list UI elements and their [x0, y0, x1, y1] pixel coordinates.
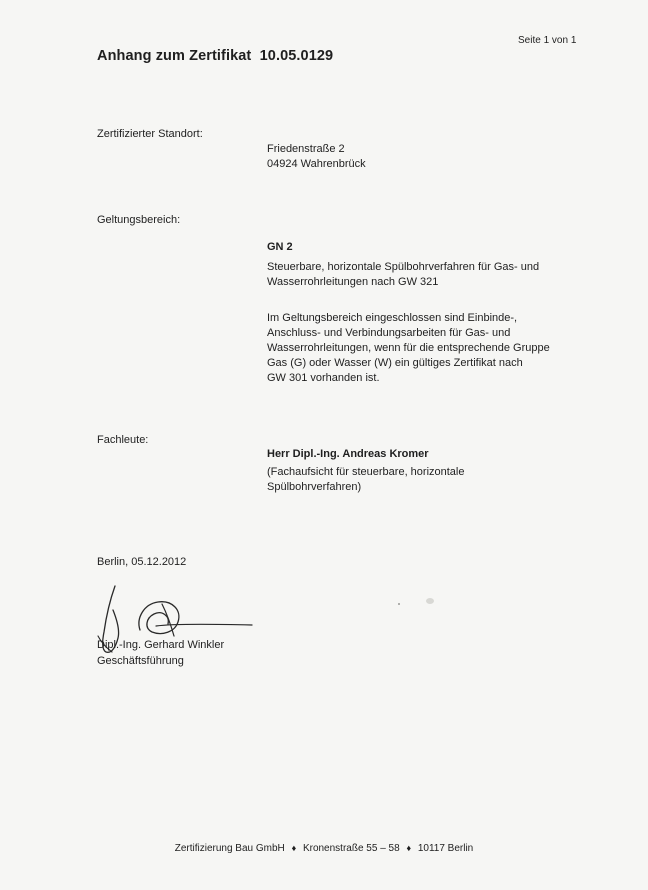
- scope-inclusion-line: Im Geltungsbereich eingeschlossen sind Einbinde-,: [267, 312, 518, 324]
- scope-label: Geltungsbereich:: [97, 214, 181, 226]
- location-city: 04924 Wahrenbrück: [267, 158, 366, 170]
- scope-inclusion-line: Anschluss- und Verbindungsarbeiten für Gas- und: [267, 327, 511, 339]
- signer-name: Dipl.-Ing. Gerhard Winkler: [97, 639, 225, 651]
- signer-role: Geschäftsführung: [97, 655, 184, 667]
- paper-speck: [398, 603, 400, 605]
- expert-role-line: Spülbohrverfahren): [267, 481, 362, 493]
- expert-role: [267, 465, 597, 495]
- expert-name: Herr Dipl.-Ing. Andreas Kromer: [267, 448, 429, 460]
- scope-inclusion-line: Wasserrohrleitungen, wenn für die entsprechende Gruppe: [267, 342, 550, 354]
- scope-code: GN 2: [267, 241, 293, 253]
- footer: [0, 843, 648, 854]
- document-title: Anhang zum Zertifikat 10.05.0129: [97, 48, 334, 64]
- scope-inclusion-line: GW 301 vorhanden ist.: [267, 372, 380, 384]
- place-date: Berlin, 05.12.2012: [97, 556, 187, 568]
- scope-inclusion: [267, 311, 597, 386]
- scope-inclusion-line: Gas (G) oder Wasser (W) ein gültiges Zertifikat nach: [267, 357, 523, 369]
- signer-block: [97, 637, 224, 669]
- scope-description-line: Wasserrohrleitungen nach GW 321: [267, 276, 439, 288]
- footer-company: Zertifizierung Bau GmbH: [174, 843, 285, 854]
- experts-label: Fachleute:: [97, 434, 149, 446]
- footer-separator: ♦: [291, 843, 297, 853]
- footer-address: Kronenstraße 55 – 58: [302, 843, 400, 854]
- scope-description: [267, 260, 597, 290]
- scope-description-line: Steuerbare, horizontale Spülbohrverfahren für Gas- und: [267, 261, 540, 273]
- page-number: Seite 1 von 1: [518, 35, 577, 46]
- expert-role-line: (Fachaufsicht für steuerbare, horizontale: [267, 466, 465, 478]
- footer-separator: ♦: [406, 843, 412, 853]
- footer-city: 10117 Berlin: [417, 843, 474, 854]
- location-address: [267, 142, 597, 172]
- paper-speck: [426, 598, 434, 604]
- location-street: Friedenstraße 2: [267, 143, 345, 155]
- location-label: Zertifizierter Standort:: [97, 128, 203, 140]
